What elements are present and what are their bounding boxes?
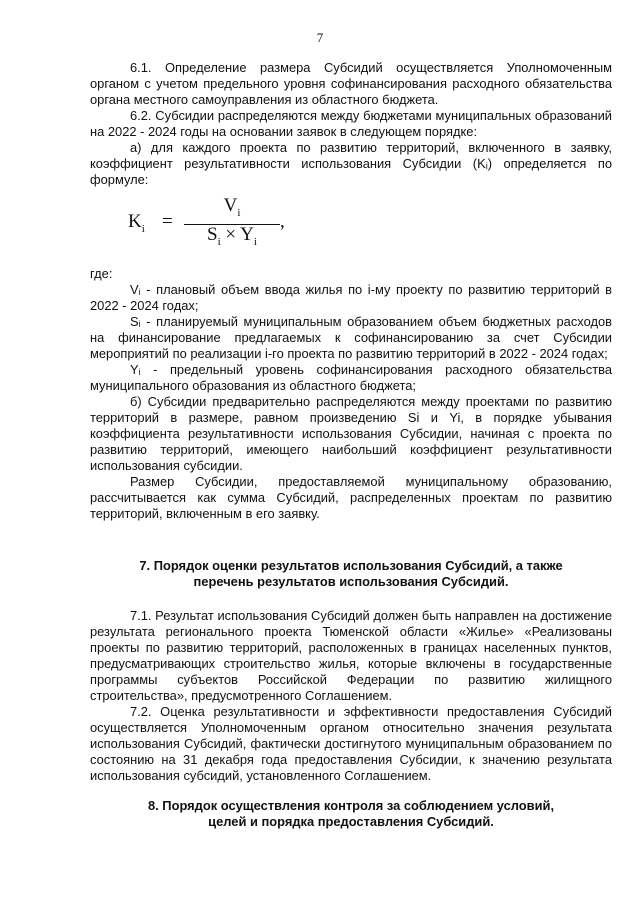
document-body (90, 60, 612, 830)
paragraph-6-2-b: б) Субсидии предварительно распределяются между проектами по развитию территорий в размере, равном произведению Si и Yi, в порядке убывания коэффициента результативности использования Субсидии, начиная с проекта по развитию территорий, имеющего наибольший коэффициент результативности использования субсидии. (90, 394, 612, 473)
page-number: 7 (316, 30, 324, 45)
paragraph-6-1: 6.1. Определение размера Субсидий осуществляется Уполномоченным органом с учетом предельного уровня софинансирования расходного обязательства органа местного самоуправления из областного бюджета. (90, 60, 612, 107)
section-8-heading-line2: целей и порядка предоставления Субсидий. (208, 814, 494, 829)
formula-denominator: $S_i \times Y_i$ (207, 224, 257, 248)
formula-fraction (184, 195, 280, 250)
paragraph-7-2: 7.2. Оценка результативности и эффективности предоставления Субсидий осуществляется Уполномоченным органом относительно значения результата использования Субсидий, фактически достигнутого муниципальным образованием по состоянию на 31 декабря года предоставления Субсидии, к значению результата использования субсидий, установленного Соглашением. (90, 704, 612, 783)
definition-si: Sᵢ - планируемый муниципальным образованием объем бюджетных расходов на финансирование предлагаемых к софинансированию за счет Субсидии мероприятий по реализации i-го проекта по развитию территорий в 2022 - 2024 годах; (90, 314, 612, 361)
formula-comma: , (280, 211, 285, 232)
where-label: где: (90, 266, 113, 281)
paragraph-6-2-a: а) для каждого проекта по развитию территорий, включенного в заявку, коэффициент результативности использования Субсидии (Kᵢ) определяется по (90, 140, 612, 171)
formula-intro: формуле: (90, 172, 149, 187)
section-7-heading-line2: перечень результатов использования Субсидий. (193, 574, 509, 589)
definition-yi: Yᵢ - предельный уровень софинансирования расходного обязательства муниципального образования из областного бюджета; (90, 362, 612, 393)
paragraph-7-1: 7.1. Результат использования Субсидий должен быть направлен на достижение результата регионального проекта Тюменской области «Жилье» «Реализованы проекты по развитию территорий, расположенных в границах населенных пунктов, предусматривающих строительство жилья, которые включены в государственные программы субъектов Российской Федерации по развитию жилищного строительства», предусмотренного Соглашением. (90, 608, 612, 703)
paragraph-6-2: 6.2. Субсидии распределяются между бюджетами муниципальных образований на 2022 - 2024 годы на основании заявок в следующем порядке: (90, 108, 612, 139)
paragraph-subsidy-size: Размер Субсидии, предоставляемой муниципальному образованию, рассчитывается как сумма Субсидий, распределенных проектам по развитию территорий, включенным в его заявку. (90, 474, 612, 521)
formula-lhs: $K_i$ (128, 211, 145, 235)
section-8-heading (90, 798, 612, 830)
formula-numerator: $V_i$ (223, 195, 241, 219)
section-7-heading-line1: 7. Порядок оценки результатов использования Субсидий, а также (139, 558, 563, 573)
section-8-heading-line1: 8. Порядок осуществления контроля за соблюдением условий, (147, 798, 555, 813)
formula-equals: = (162, 211, 173, 232)
section-7-heading (90, 558, 612, 590)
formula-ki (128, 195, 612, 252)
definition-vi: Vᵢ - плановый объем ввода жилья по i-му проекту по развитию территорий в 2022 - 2024 годах; (90, 282, 612, 313)
